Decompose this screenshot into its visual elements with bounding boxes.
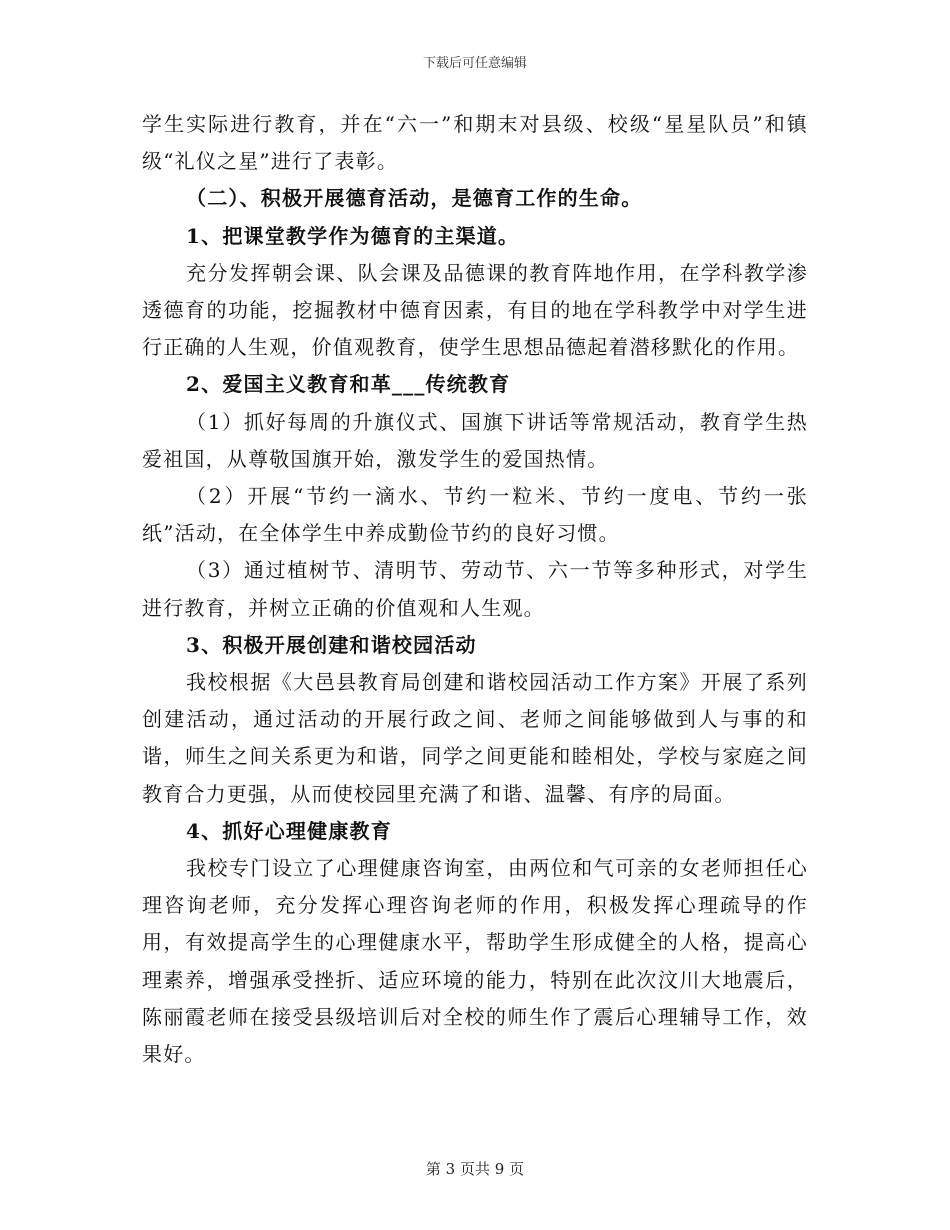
document-body bbox=[142, 106, 808, 1073]
subheading-1: 1、把课堂教学作为德育的主渠道。 bbox=[186, 223, 520, 248]
paragraph-classroom-teaching: 充分发挥朝会课、队会课及品德课的教育阵地作用，在学科教学渗透德育的功能，挖掘教材中德育因素，有目的地在学科教学中对学生进行正确的人生观，价值观教育，使学生思想品德起着潜移默化的作用。 bbox=[142, 260, 808, 360]
paragraph-item-1: （1）抓好每周的升旗仪式、国旗下讲话等常规活动，教育学生热爱祖国，从尊敬国旗开始，激发学生的爱国热情。 bbox=[142, 409, 808, 471]
section-heading-2: （二）、积极开展德育活动，是德育工作的生命。 bbox=[186, 186, 643, 211]
page-footer: 第 3 页共 9 页 bbox=[425, 1160, 525, 1178]
subheading-2: 2、爱国主义教育和革___传统教育 bbox=[186, 372, 511, 397]
paragraph-harmonious-campus: 我校根据《大邑县教育局创建和谐校园活动工作方案》开展了系列创建活动，通过活动的开展行政之间、老师之间能够做到人与事的和谐，师生之间关系更为和谐，同学之间更能和睦相处，学校与家庭之间教育合力更强，从而使校园里充满了和谐、温馨、有序的局面。 bbox=[142, 670, 808, 806]
paragraph-item-3: （3）通过植树节、清明节、劳动节、六一节等多种形式，对学生进行教育，并树立正确的价值观和人生观。 bbox=[142, 558, 808, 620]
subheading-4: 4、抓好心理健康教育 bbox=[186, 818, 392, 843]
subheading-3: 3、积极开展创建和谐校园活动 bbox=[186, 632, 477, 657]
page-header: 下载后可任意编辑 bbox=[422, 56, 527, 71]
paragraph-item-2: （2）开展“节约一滴水、节约一粒米、节约一度电、节约一张纸”活动，在全体学生中养成勤俭节约的良好习惯。 bbox=[142, 484, 808, 546]
paragraph-continuation: 学生实际进行教育，并在“六一”和期末对县级、校级“星星队员”和镇级“礼仪之星”进行了表彰。 bbox=[142, 112, 808, 174]
paragraph-mental-health: 我校专门设立了心理健康咨询室，由两位和气可亲的女老师担任心理咨询老师，充分发挥心理咨询老师的作用，积极发挥心理疏导的作用，有效提高学生的心理健康水平，帮助学生形成健全的人格，提高心理素养，增强承受挫折、适应环境的能力，特别在此次汶川大地震后，陈丽霞老师在接受县级培训后对全校的师生作了震后心理辅导工作，效果好。 bbox=[142, 856, 808, 1067]
